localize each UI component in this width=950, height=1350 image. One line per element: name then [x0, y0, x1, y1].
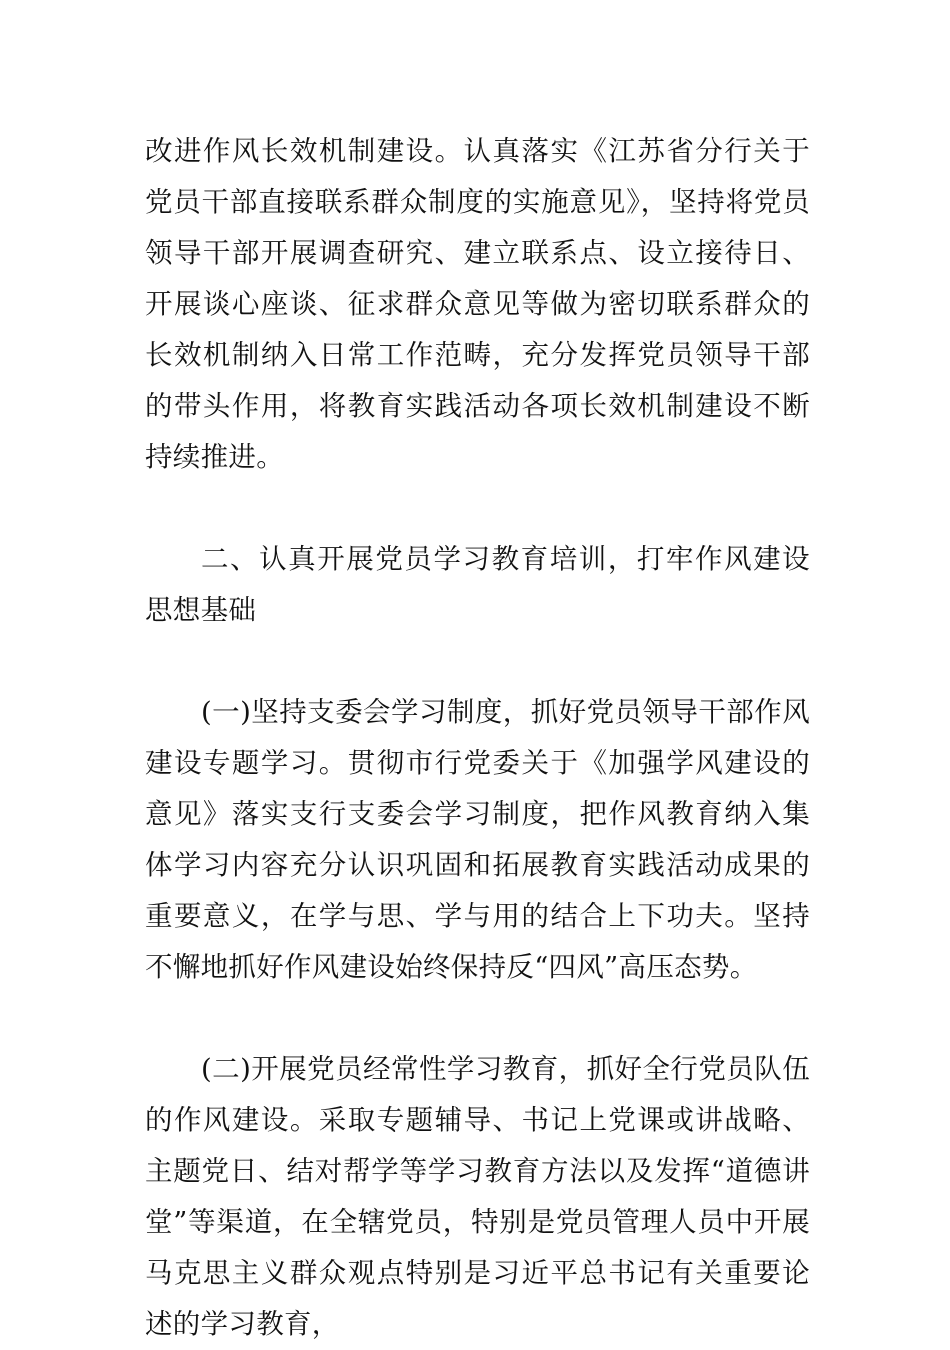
paragraph-subsection-2: (二)开展党员经常性学习教育，抓好全行党员队伍的作风建设。采取专题辅导、书记上党课或讲战略、主题党日、结对帮学等学习教育方法以及发挥“道德讲堂”等渠道，在全辖党员，特别是党员管理人员中开展马克思主义群众观点特别是习近平总书记有关重要论述的学习教育， [145, 1053, 810, 1340]
document-body [145, 126, 810, 1350]
section-heading: 二、认真开展党员学习教育培训，打牢作风建设思想基础 [145, 543, 810, 626]
paragraph-continuation: 改进作风长效机制建设。认真落实《江苏省分行关于党员干部直接联系群众制度的实施意见》，坚持将党员领导干部开展调查研究、建立联系点、设立接待日、开展谈心座谈、征求群众意见等做为密切联系群众的长效机制纳入日常工作范畴，充分发挥党员领导干部的带头作用，将教育实践活动各项长效机制建设不断持续推进。 [145, 135, 810, 473]
paragraph-subsection-1: (一)坚持支委会学习制度，抓好党员领导干部作风建设专题学习。贯彻市行党委关于《加强学风建设的意见》落实支行支委会学习制度，把作风教育纳入集体学习内容充分认识巩固和拓展教育实践活动成果的重要意义，在学与思、学与用的结合上下功夫。坚持不懈地抓好作风建设始终保持反“四风”高压态势。 [145, 696, 810, 983]
